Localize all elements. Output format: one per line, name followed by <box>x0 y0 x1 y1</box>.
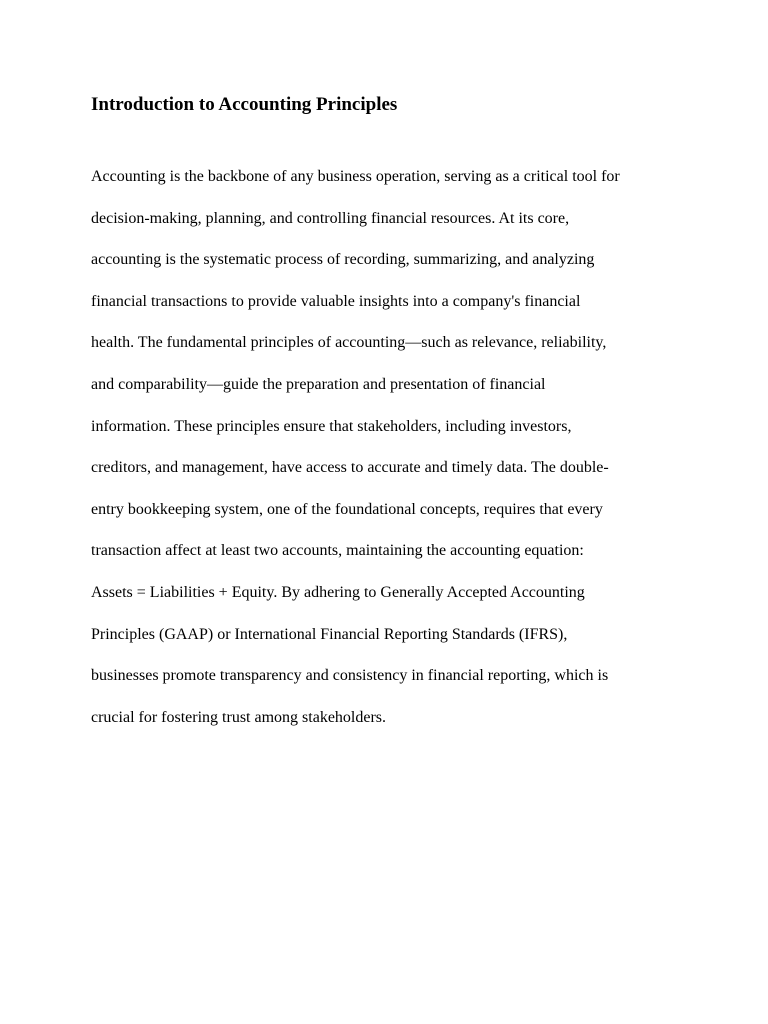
paragraph-line: transaction affect at least two accounts, maintaining the accounting equation: <box>91 542 584 560</box>
paragraph-line: entry bookkeeping system, one of the foundational concepts, requires that every <box>91 500 603 518</box>
paragraph-line: crucial for fostering trust among stakeholders. <box>91 708 387 726</box>
paragraph-line: decision-making, planning, and controlling financial resources. At its core, <box>91 209 570 227</box>
paragraph-line: accounting is the systematic process of recording, summarizing, and analyzing <box>91 251 595 269</box>
paragraph-line: financial transactions to provide valuable insights into a company's financial <box>91 292 581 310</box>
paragraph-line: health. The fundamental principles of accounting—such as relevance, reliability, <box>91 334 607 352</box>
paragraph-line: creditors, and management, have access to accurate and timely data. The double- <box>91 459 609 477</box>
paragraph-line: information. These principles ensure that stakeholders, including investors, <box>91 417 572 435</box>
paragraph-line: Principles (GAAP) or International Financial Reporting Standards (IFRS), <box>91 625 568 643</box>
body-paragraph <box>91 156 691 738</box>
paragraph-line: Accounting is the backbone of any business operation, serving as a critical tool for <box>91 168 620 185</box>
document-content <box>91 92 691 738</box>
document-title: Introduction to Accounting Principles <box>91 94 398 115</box>
paragraph-line: businesses promote transparency and consistency in financial reporting, which is <box>91 667 609 685</box>
paragraph-line: and comparability—guide the preparation and presentation of financial <box>91 375 546 393</box>
paragraph-line: Assets = Liabilities + Equity. By adhering to Generally Accepted Accounting <box>91 583 585 601</box>
